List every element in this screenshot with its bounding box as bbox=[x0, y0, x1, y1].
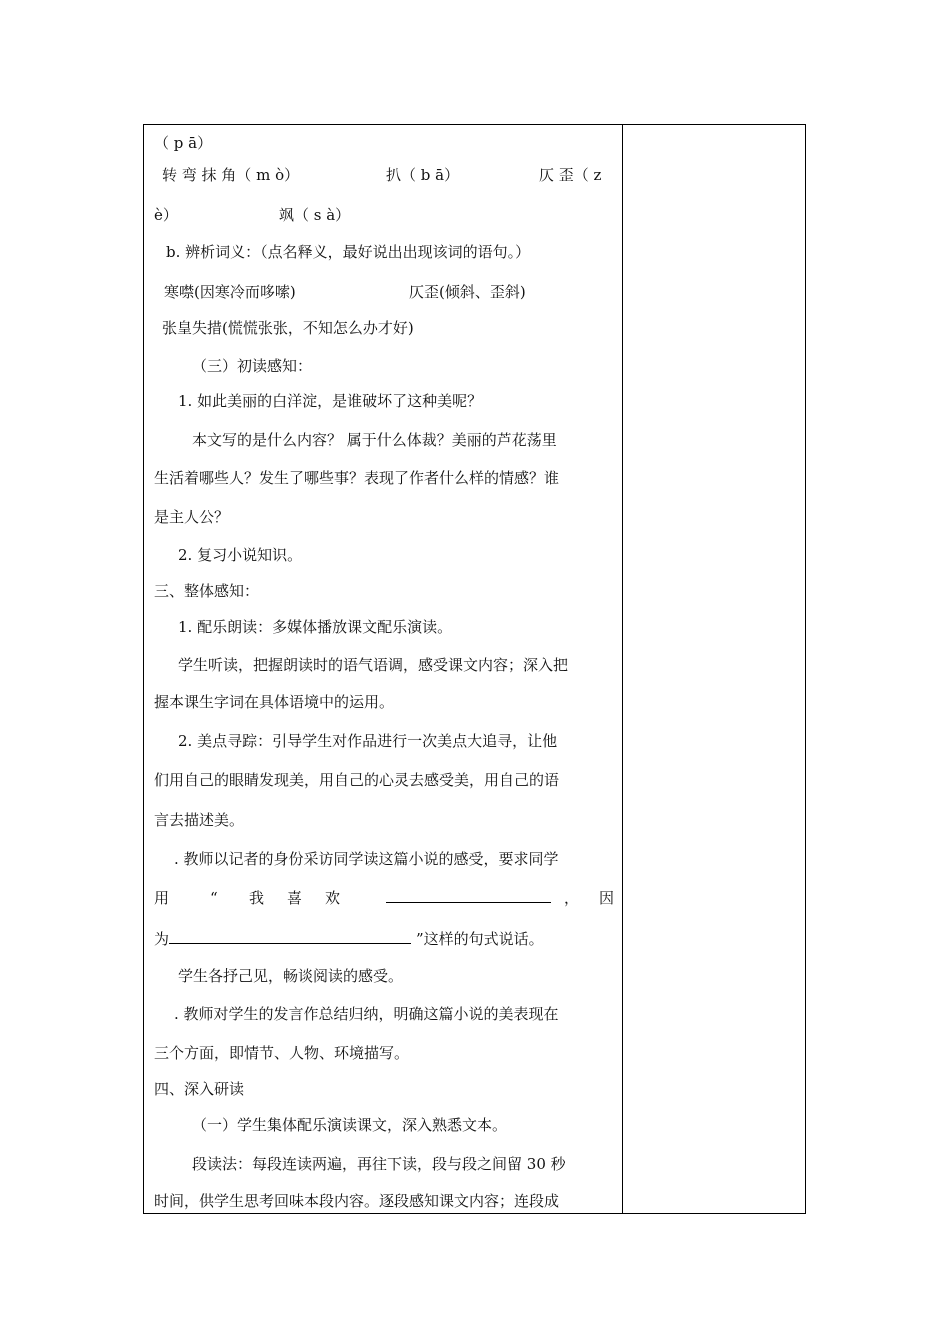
paragraph-line: 三个方面，即情节、人物、环境描写。 bbox=[154, 1044, 410, 1062]
vocab-zhanghuang: 张皇失措(慌慌张张，不知怎么办才好) bbox=[162, 319, 414, 337]
vocab-hanjin: 寒噤(因寒冷而哆嗦) bbox=[164, 283, 296, 301]
section-heading-overall: 三、整体感知： bbox=[154, 582, 260, 600]
question-2: 2. 复习小说知识。 bbox=[178, 546, 303, 564]
paragraph-line: （一）学生集体配乐演读课文，深入熟悉文本。 bbox=[192, 1116, 508, 1134]
paragraph-line: 段读法：每段连读两遍，再往下读，段与段之间留 30 秒 bbox=[192, 1155, 566, 1173]
paragraph-line: 言去描述美。 bbox=[154, 811, 245, 829]
text-yin: 因 bbox=[599, 889, 615, 907]
answer-blank-1[interactable] bbox=[386, 888, 551, 903]
text-sentence-pattern: ”这样的句式说话。 bbox=[416, 930, 544, 948]
text-quote-open: “ bbox=[210, 889, 218, 907]
word-zewai: 仄 歪（ z bbox=[539, 166, 602, 184]
text-wo: 我 bbox=[249, 889, 265, 907]
text-comma: ， bbox=[564, 889, 580, 907]
paragraph-line: . 教师对学生的发言作总结归纳，明确这篇小说的美表现在 bbox=[174, 1005, 559, 1023]
text-wei: 为 bbox=[154, 930, 170, 948]
step-2: 2. 美点寻踪：引导学生对作品进行一次美点大追寻，让他 bbox=[178, 732, 558, 750]
vocab-heading: b. 辨析词义：（点名释义，最好说出出现该词的语句。） bbox=[166, 243, 531, 261]
question-1: 1. 如此美丽的白洋淀，是谁破坏了这种美呢？ bbox=[178, 392, 483, 410]
paragraph-line: 时间，供学生思考回味本段内容。逐段感知课文内容；连段成 bbox=[154, 1192, 560, 1210]
word-zewai-tone: è） bbox=[154, 206, 178, 224]
step-1: 1. 配乐朗读：多媒体播放课文配乐演读。 bbox=[178, 618, 453, 636]
paragraph-line: 学生各抒己见，畅谈阅读的感受。 bbox=[178, 967, 404, 985]
lesson-table bbox=[143, 124, 806, 1214]
notes-cell bbox=[623, 125, 805, 1213]
word-zhuanwan: 转 弯 抹 角（ m ò） bbox=[162, 166, 300, 184]
paragraph-line: . 教师以记者的身份采访同学读这篇小说的感受，要求同学 bbox=[174, 850, 559, 868]
paragraph-line: 握本课生字词在具体语境中的运用。 bbox=[154, 693, 395, 711]
pinyin-line: （ p ā） bbox=[154, 134, 213, 152]
answer-blank-2[interactable] bbox=[169, 929, 411, 944]
text-huan: 欢 bbox=[325, 889, 341, 907]
paragraph-line: 本文写的是什么内容？ 属于什么体裁？美丽的芦花荡里 bbox=[192, 431, 557, 449]
word-sa: 飒（ s à） bbox=[279, 206, 351, 224]
text-yong: 用 bbox=[154, 889, 170, 907]
paragraph-line: 们用自己的眼睛发现美，用自己的心灵去感受美，用自己的语 bbox=[154, 771, 560, 789]
vocab-zewai: 仄歪(倾斜、歪斜) bbox=[409, 283, 526, 301]
text-xi: 喜 bbox=[287, 889, 303, 907]
paragraph-line: 生活着哪些人？发生了哪些事？表现了作者什么样的情感？谁 bbox=[154, 469, 560, 487]
paragraph-line: 是主人公？ bbox=[154, 508, 230, 526]
paragraph-line: 学生听读，把握朗读时的语气语调，感受课文内容；深入把 bbox=[178, 656, 569, 674]
word-ba: 扒（ b ā） bbox=[386, 166, 460, 184]
section-heading-deep: 四、深入研读 bbox=[154, 1080, 245, 1098]
section-heading-3: （三）初读感知： bbox=[192, 357, 313, 375]
